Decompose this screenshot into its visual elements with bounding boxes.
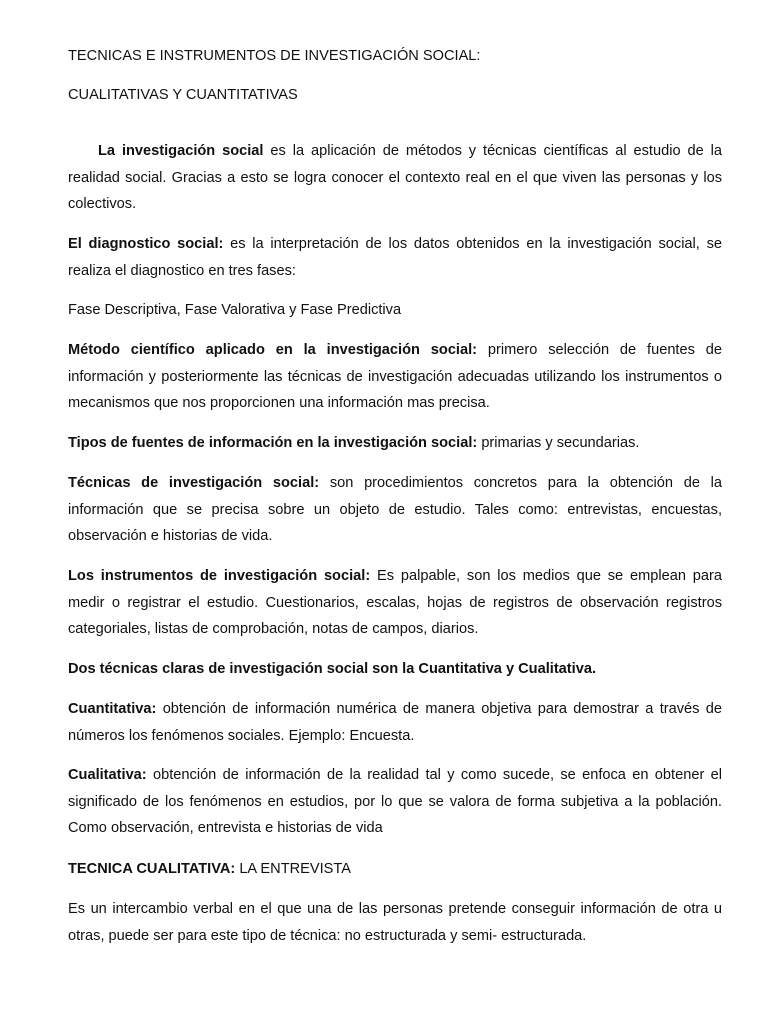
paragraph-cuantitativa <box>68 696 722 749</box>
paragraph-entrevista-definicion <box>68 896 722 949</box>
paragraph-tecnicas-investigacion <box>68 470 722 550</box>
paragraph-body: Es un intercambio verbal en el que una de las personas pretende conseguir información de otra u otras, puede ser para este tipo de técnica: no estructurada y semi- estructurada. <box>68 901 722 944</box>
paragraph-term: Cualitativa: <box>68 767 147 783</box>
paragraph-fases <box>68 297 722 324</box>
paragraph-term: La investigación social <box>98 143 264 159</box>
paragraph-tecnica-cualitativa-heading <box>68 856 722 883</box>
paragraph-body: es la aplicación de métodos y técnicas científicas al estudio de la realidad social. Gracias a esto se logra conocer el contexto real en el que viven las personas y los colectivos. <box>68 143 722 213</box>
paragraph-body: Fase Descriptiva, Fase Valorativa y Fase Predictiva <box>68 302 402 318</box>
paragraph-body: obtención de información de la realidad tal y como sucede, se enfoca en obtener el significado de los fenómenos en estudios, por lo que se valora de forma subjetiva a la población. Como observación, entrevista e historias de vida <box>68 767 722 837</box>
paragraph-term: Técnicas de investigación social: <box>68 475 320 491</box>
paragraph-term: Tipos de fuentes de información en la investigación social: <box>68 435 478 451</box>
paragraph-investigacion-social <box>68 138 722 218</box>
document-title-line-2: CUALITATIVAS Y CUANTITATIVAS <box>68 87 298 103</box>
paragraph-metodo-cientifico <box>68 337 722 417</box>
paragraph-diagnostico-social <box>68 231 722 284</box>
paragraph-body: son procedimientos concretos para la obtención de la información que se precisa sobre un objeto de estudio. Tales como: entrevistas, encuestas, observación e historias de vida. <box>68 475 723 545</box>
paragraph-cualitativa <box>68 762 722 842</box>
paragraph-dos-tecnicas <box>68 656 722 683</box>
paragraph-body: primarias y secundarias. <box>477 435 640 451</box>
paragraph-term: Los instrumentos de investigación social: <box>68 568 371 584</box>
paragraph-body: obtención de información numérica de manera objetiva para demostrar a través de números los fenómenos sociales. Ejemplo: Encuesta. <box>68 701 722 744</box>
paragraph-term: Método científico aplicado en la investigación social: <box>68 342 478 358</box>
paragraph-body: Es palpable, son los medios que se emplean para medir o registrar el estudio. Cuestionarios, escalas, hojas de registros de observación registros categoriales, listas de comprobación, notas de campos, diarios. <box>68 568 722 638</box>
paragraph-term: El diagnostico social: <box>68 236 224 252</box>
paragraph-body: es la interpretación de los datos obtenidos en la investigación social, se realiza el diagnostico en tres fases: <box>68 236 722 279</box>
paragraph-body: primero selección de fuentes de información y posteriormente las técnicas de investigación adecuadas utilizando los instrumentos o mecanismos que nos proporcionen una información mas precisa. <box>68 342 722 412</box>
paragraph-term: Cuantitativa: <box>68 701 157 717</box>
paragraph-body: LA ENTREVISTA <box>235 861 351 877</box>
paragraph-instrumentos <box>68 563 722 643</box>
paragraph-tipos-fuentes <box>68 430 722 457</box>
document-title-line-1: TECNICAS E INSTRUMENTOS DE INVESTIGACIÓN SOCIAL: <box>68 48 481 64</box>
paragraph-term: Dos técnicas claras de investigación social son la Cuantitativa y Cualitativa. <box>68 661 597 677</box>
paragraph-term: TECNICA CUALITATIVA: <box>68 861 236 877</box>
